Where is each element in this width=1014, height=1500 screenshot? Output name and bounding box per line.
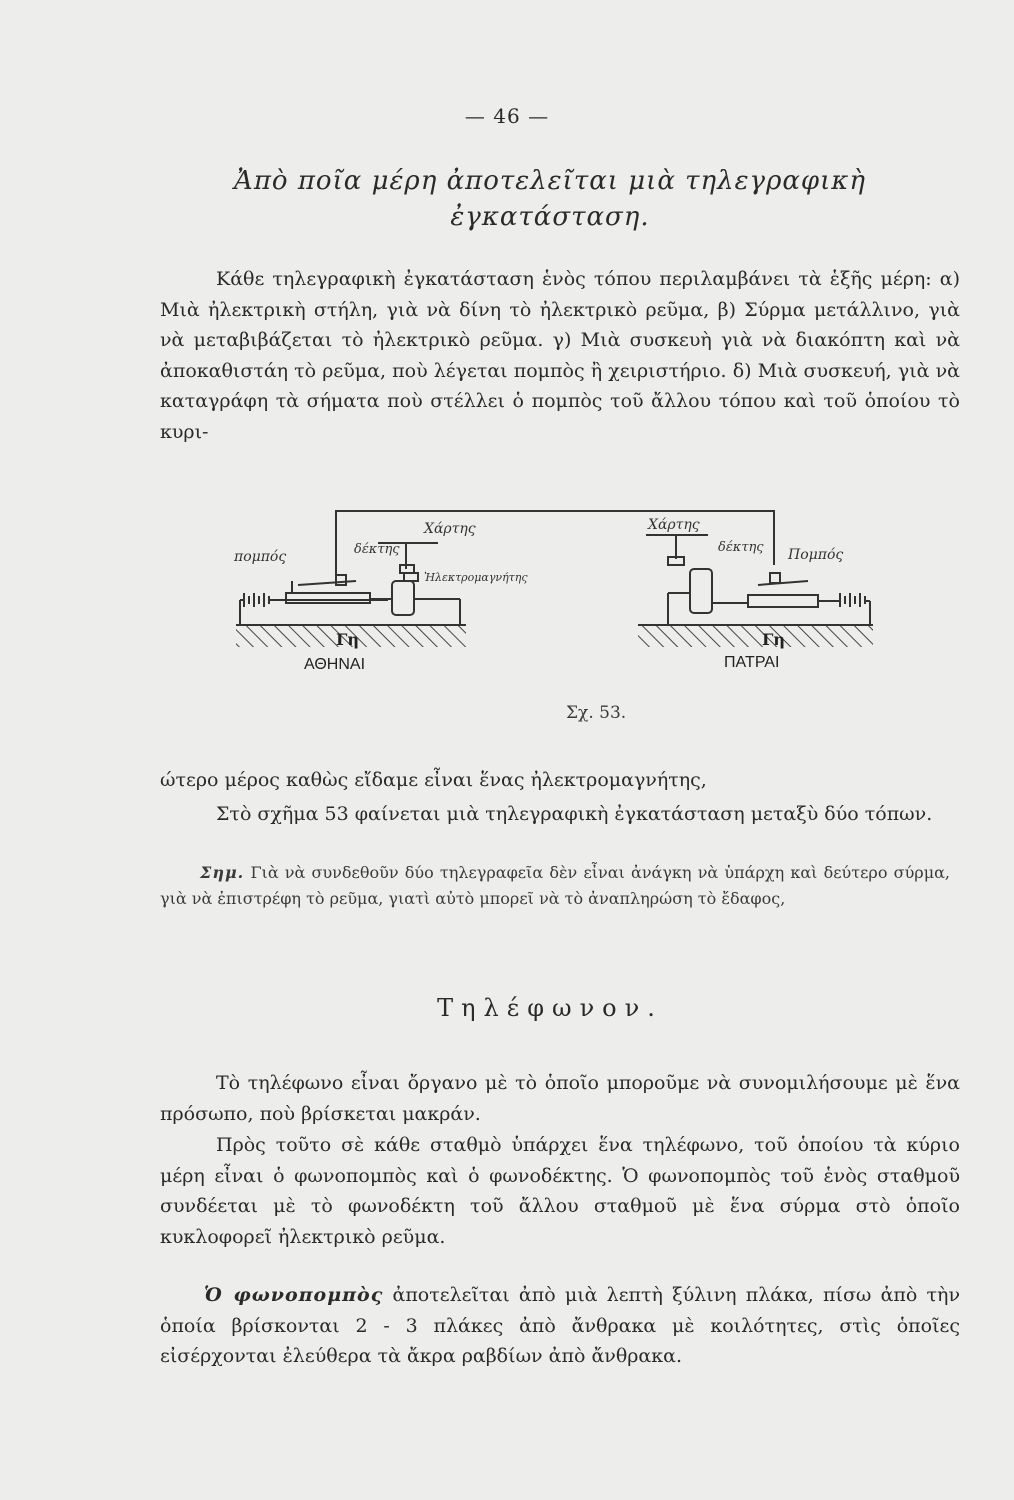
right-label-city: ΠΑΤΡΑΙ — [724, 654, 780, 671]
left-label-xartis: Χάρτης — [424, 521, 476, 537]
right-label-pompos: Πομπός — [788, 547, 844, 563]
paragraph-telephone-intro — [160, 1068, 960, 1129]
paragraph-telegraph-parts-text: Κάθε τηλεγραφικὴ ἐγκατάσταση ἑνὸς τόπου περιλαμβάνει τὰ ἑξῆς μέρη: α) Μιὰ ἠλεκτρικὴ στήλη, γιὰ νὰ δίνη τὸ ἠλεκτρικὸ ρεῦμα, β) Σύρμα μετάλλινο, γιὰ νὰ μεταβιβάζεται τὸ ἠλεκτρικὸ ρεῦμα. γ) Μιὰ συσκευὴ γιὰ νὰ διακόπτη καὶ νὰ ἀποκαθιστάη τὸ ρεῦμα, ποὺ λέγεται πομπὸς ἢ χειριστήριο. δ) Μιὰ συσκευή, γιὰ νὰ καταγράφη τὰ σήματα ποὺ στέλλει ὁ πομπὸς τοῦ ἄλλου τόπου καὶ τοῦ ὁποίου τὸ κυρι- — [160, 268, 960, 443]
left-label-pompos: πομπός — [234, 549, 287, 565]
right-label-xartis: Χάρτης — [648, 517, 700, 533]
paragraph-transmitter — [160, 1280, 960, 1372]
paragraph-telegraph-parts — [160, 264, 960, 447]
left-label-city: ΑΘΗΝΑΙ — [304, 656, 366, 673]
paragraph-telephone-intro-text: Τὸ τηλέφωνο εἶναι ὄργανο μὲ τὸ ὁποῖο μποροῦμε νὰ συνομιλήσουμε μὲ ἕνα πρόσωπο, ποὺ βρίσκεται μακράν. — [160, 1072, 960, 1125]
paragraph-transmitter-emph: Ὁ φωνοπομπὸς — [204, 1284, 384, 1306]
note-label: Σημ. — [200, 863, 245, 882]
section-title-line1: Ἀπὸ ποῖα μέρη ἀποτελεῖται μιὰ τηλεγραφικὴ — [234, 166, 866, 196]
left-label-magnet: Ἠλεκτρομαγνήτης — [424, 571, 528, 584]
left-label-dektis: δέκτης — [354, 542, 400, 557]
right-battery-icon — [840, 593, 865, 607]
right-label-ground: Γη — [762, 630, 785, 649]
page-number: — 46 — — [464, 104, 550, 128]
telegraph-diagram — [228, 495, 888, 685]
left-label-ground: Γη — [336, 630, 359, 649]
note-text: Γιὰ νὰ συνδεθοῦν δύο τηλεγραφεῖα δὲν εἶναι ἀνάγκη νὰ ὑπάρχη καὶ δεύτερο σύρμα, γιὰ νὰ ἐπιστρέφη τὸ ρεῦμα, γιατὶ αὐτὸ μπορεῖ νὰ τὸ ἀναπληρώση τὸ ἔδαφος, — [160, 863, 950, 908]
note-block — [160, 860, 950, 912]
paragraph-telephone-parts — [160, 1130, 960, 1252]
section-title-line2: ἐγκατάσταση. — [450, 202, 650, 232]
right-receiver-icon — [668, 569, 748, 625]
paragraph-figure-ref — [160, 799, 960, 830]
left-key-icon — [286, 575, 370, 603]
right-key-icon — [748, 573, 818, 607]
left-battery-icon — [244, 593, 269, 607]
paragraph-telephone-parts-text: Πρὸς τοῦτο σὲ κάθε σταθμὸ ὑπάρχει ἕνα τηλέφωνο, τοῦ ὁποίου τὰ κύριο μέρη εἶναι ὁ φωνοπομπὸς καὶ ὁ φωνοδέκτης. Ὁ φωνοπομπὸς τοῦ ἑνὸς σταθμοῦ συνδέεται μὲ τὸ φωνοδέκτη τοῦ ἄλλου σταθμοῦ μὲ ἕνα σύρμα στὸ ὁποῖο κυκλοφορεῖ ἠλεκτρικὸ ρεῦμα. — [160, 1134, 960, 1248]
figure-caption: Σχ. 53. — [566, 703, 627, 723]
right-paper-icon — [646, 535, 708, 565]
paragraph-figure-ref-text: Στὸ σχῆμα 53 φαίνεται μιὰ τηλεγραφικὴ ἐγκατάσταση μεταξὺ δύο τόπων. — [216, 803, 933, 825]
paragraph-continuation: ώτερο μέρος καθὼς εἴδαμε εἶναι ἕνας ἠλεκτρομαγνήτης, — [160, 769, 707, 791]
right-ground-hatch — [638, 625, 873, 647]
paragraph-transmitter-text: ἀποτελεῖται ἀπὸ μιὰ λεπτὴ ξύλινη πλάκα, πίσω ἀπὸ τὴν ὁποία βρίσκονται 2 - 3 πλάκες ἀπὸ ἄνθρακα μὲ κοιλότητες, στὶς ὁποῖες εἰσέρχονται ἐλεύθερα τὰ ἄκρα ραβδίων ἀπὸ ἄνθρακα. — [160, 1284, 960, 1367]
right-label-dektis: δέκτης — [718, 540, 764, 555]
section-heading-telephone: Τηλέφωνον. — [437, 994, 663, 1022]
